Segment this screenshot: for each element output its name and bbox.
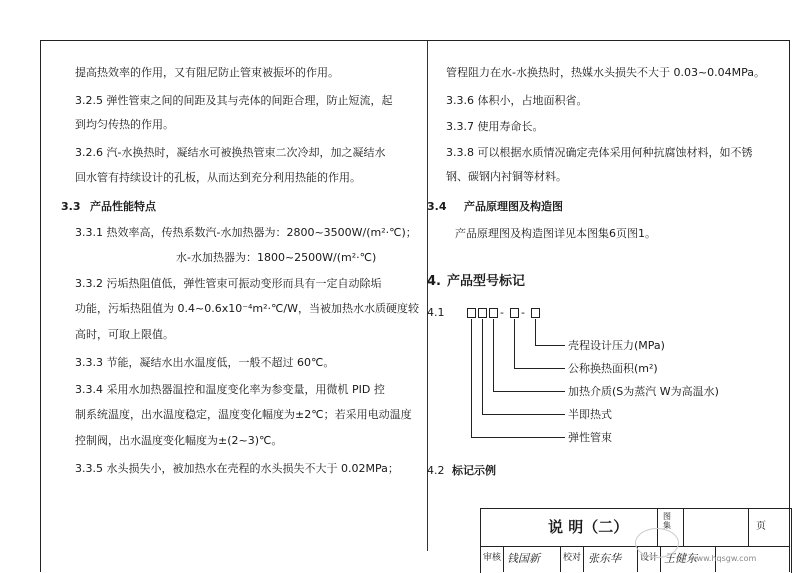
leader-line [535, 345, 565, 346]
model-label-pressure: 壳程设计压力(MPa) [568, 339, 665, 352]
model-code-box [531, 308, 540, 318]
title-block-rule [503, 546, 504, 572]
model-code-separator: - [521, 306, 525, 319]
checker-signature: 张东华 [588, 552, 621, 565]
leader-line [493, 391, 565, 392]
paragraph-3-3-1: 3.3.1 热效率高，传热系数汽-水加热器为：2800~3500W/(m²·℃)； [75, 226, 417, 239]
section-title-3-3: 产品性能特点 [90, 200, 156, 213]
title-block-rule [748, 508, 749, 546]
paragraph-3-3-5: 3.3.5 水头损失小，被加热水在壳程的水头损失不大于 0.02MPa； [75, 462, 399, 475]
model-label-tube-bundle: 弹性管束 [568, 431, 612, 444]
title-block-rule [583, 546, 584, 572]
section-number-4-1: 4.1 [427, 306, 445, 319]
model-label-type: 半即热式 [568, 408, 612, 421]
model-label-area: 公称换热面积(m²) [568, 362, 658, 375]
paragraph-3-3-8: 3.3.8 可以根据水质情况确定壳体采用何种抗腐蚀材料，如不锈 [446, 146, 753, 159]
model-code-box [478, 308, 487, 318]
paragraph-line: 到均匀传热的作用。 [75, 118, 174, 131]
section-number-4-2: 4.2 [427, 464, 445, 477]
paragraph-line: 控制阀，出水温度变化幅度为±(2~3)℃。 [75, 434, 283, 447]
leader-line [471, 437, 565, 438]
designer-label: 设计 [640, 553, 659, 563]
title-block-rule [683, 508, 684, 546]
paragraph-line: 回水管有持续设计的孔板，从而达到充分利用热能的作用。 [75, 171, 361, 184]
model-code-box [510, 308, 519, 318]
reviewer-label: 审核 [483, 553, 502, 563]
designer-signature: 王健东 [664, 552, 697, 565]
paragraph-3-3-4: 3.3.4 采用水加热器温控和温度变化率为参变量，用微机 PID 控 [75, 383, 385, 396]
reviewer-signature: 钱国新 [507, 552, 540, 565]
paragraph-3-2-6: 3.2.6 汽-水换热时，凝结水可被换热管束二次冷却，加之凝结水 [75, 146, 386, 159]
section-title-3-4: 产品原理图及构造图 [464, 200, 563, 213]
leader-line [514, 319, 515, 369]
paragraph-line: 高时，可取上限值。 [75, 328, 174, 341]
paragraph-3-3-3: 3.3.3 节能，凝结水出水温度低，一般不超过 60℃。 [75, 356, 335, 369]
paragraph-3-3-6: 3.3.6 体积小，占地面积省。 [446, 94, 588, 107]
paragraph-line: 水-水加热器为：1800~2500W/(m²·℃) [176, 251, 377, 264]
paragraph-line: 钢、碳钢内衬铜等材料。 [446, 170, 567, 183]
leader-line [482, 414, 565, 415]
watermark-logo-icon [635, 528, 679, 558]
paragraph-line: 制系统温度，出水温度稳定，温度变化幅度为±2℃；若采用电动温度 [75, 408, 412, 421]
paragraph-line: 功能，污垢热阻值为 0.4~0.6x10⁻⁴m²·℃/W，当被加热水水质硬度较 [75, 302, 419, 315]
paragraph-3-3-7: 3.3.7 使用寿命长。 [446, 120, 544, 133]
model-code-separator: - [500, 306, 504, 319]
paragraph-3-3-2: 3.3.2 污垢热阻值低，弹性管束可振动变形而具有一定自动除垢 [75, 277, 382, 290]
section-number-3-4: 3.4 [427, 200, 447, 213]
section-title-4: 产品型号标记 [447, 274, 526, 289]
section-number-3-3: 3.3 [61, 200, 81, 213]
leader-line [471, 319, 472, 438]
atlas-label: 图集 [663, 512, 671, 530]
leader-line [482, 319, 483, 415]
model-label-medium: 加热介质(S为蒸汽 W为高温水) [568, 385, 719, 398]
model-code-box [467, 308, 476, 318]
leader-line [514, 368, 565, 369]
paragraph-3-2-5: 3.2.5 弹性管束之间的间距及其与壳体的间距合理，防止短流，起 [75, 94, 393, 107]
checker-label: 校对 [563, 553, 582, 563]
watermark-url: www.hqsgw.com [690, 554, 757, 563]
page-label: 页 [756, 521, 766, 532]
section-number-4: 4. [427, 274, 441, 289]
section-title-4-2: 标记示例 [452, 464, 496, 477]
paragraph-line: 管程阻力在水-水换热时，热媒水头损失不大于 0.03~0.04MPa。 [446, 66, 766, 79]
drawing-title: 说 明（二） [548, 518, 629, 536]
title-block-rule [560, 546, 561, 572]
model-code-box [489, 308, 498, 318]
paragraph-line: 提高热效率的作用，又有阻尼防止管束被振坏的作用。 [75, 66, 339, 79]
leader-line [493, 319, 494, 392]
leader-line [535, 319, 536, 346]
paragraph-3-4: 产品原理图及构造图详见本图集6页图1。 [455, 227, 656, 240]
